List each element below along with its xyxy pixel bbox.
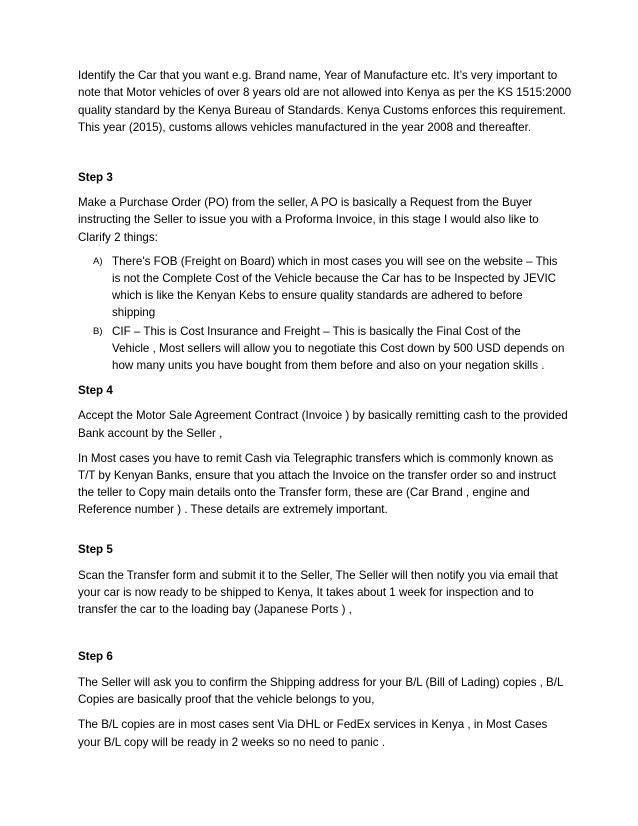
list-item-a-line-2: is not the Complete Cost of the Vehicle because the Car has to be Inspected by JEVIC [112, 272, 557, 285]
list-marker-a: A) [93, 256, 103, 267]
intro-line-2: note that Motor vehicles of over 8 years old are not allowed into Kenya as per the KS 1515:2000 [78, 86, 572, 99]
list-item-a-line-1: There’s FOB (Freight on Board) which in most cases you will see on the website – This [112, 255, 558, 268]
step-4-para-2-line-3: the teller to Copy main details onto the Transfer form, these are (Car Brand , engine and [78, 486, 530, 499]
step-6-para-2-line-2: your B/L copy will be ready in 2 weeks so no need to panic . [78, 736, 385, 749]
step-5-line-3: transfer the car to the loading bay (Japanese Ports ) , [78, 603, 352, 616]
intro-line-4: This year (2015), customs allows vehicles manufactured in the year 2008 and thereafter. [78, 121, 532, 134]
step-3-heading: Step 3 [78, 171, 113, 184]
list-marker-b: B) [93, 326, 103, 337]
step-5-line-1: Scan the Transfer form and submit it to the Seller, The Seller will then notify you via email that [78, 569, 558, 582]
step-4-para-1-line-2: Bank account by the Seller , [78, 427, 223, 440]
list-item-b-line-2: Vehicle , Most sellers will allow you to negotiate this Cost down by 500 USD depends on [112, 342, 565, 355]
list-item-a-line-4: shipping [112, 306, 156, 319]
step-4-para-2-line-2: T/T by Kenyan Banks, ensure that you attach the Invoice on the transfer order so and instruct [78, 469, 556, 482]
step-6-para-1-line-1: The Seller will ask you to confirm the Shipping address for your B/L (Bill of Lading) copies , B/L [78, 676, 564, 689]
step-6-para-2-line-1: The B/L copies are in most cases sent Via DHL or FedEx services in Kenya , in Most Cases [78, 718, 548, 731]
list-item-b-line-1: CIF – This is Cost Insurance and Freight – This is basically the Final Cost of the [112, 325, 521, 338]
step-5-line-2: your car is now ready to be shipped to Kenya, It takes about 1 week for inspection and to [78, 586, 534, 599]
step-3-line-2: instructing the Seller to issue you with a Proforma Invoice, in this stage I would also like to [78, 213, 539, 226]
step-6-heading: Step 6 [78, 650, 113, 663]
step-4-para-2-line-4: Reference number ) . These details are extremely important. [78, 503, 388, 516]
step-4-para-1-line-1: Accept the Motor Sale Agreement Contract (Invoice ) by basically remitting cash to the provided [78, 409, 568, 422]
step-3-line-1: Make a Purchase Order (PO) from the seller, A PO is basically a Request from the Buyer [78, 196, 533, 209]
list-item-a-line-3: which is like the Kenyan Kebs to ensure quality standards are adhered to before [112, 289, 523, 302]
step-4-para-2-line-1: In Most cases you have to remit Cash via Telegraphic transfers which is commonly known as [78, 452, 554, 465]
step-4-heading: Step 4 [78, 384, 113, 397]
step-3-line-3: Clarify 2 things: [78, 231, 158, 244]
intro-line-3: quality standard by the Kenya Bureau of Standards. Kenya Customs enforces this requirement. [78, 104, 566, 117]
intro-line-1: Identify the Car that you want e.g. Brand name, Year of Manufacture etc. It’s very important to [78, 69, 558, 82]
step-6-para-1-line-2: Copies are basically proof that the vehicle belongs to you, [78, 693, 375, 706]
list-item-b-line-3: how many units you have bought from them before and also on your negation skills . [112, 359, 545, 372]
step-5-heading: Step 5 [78, 543, 113, 556]
